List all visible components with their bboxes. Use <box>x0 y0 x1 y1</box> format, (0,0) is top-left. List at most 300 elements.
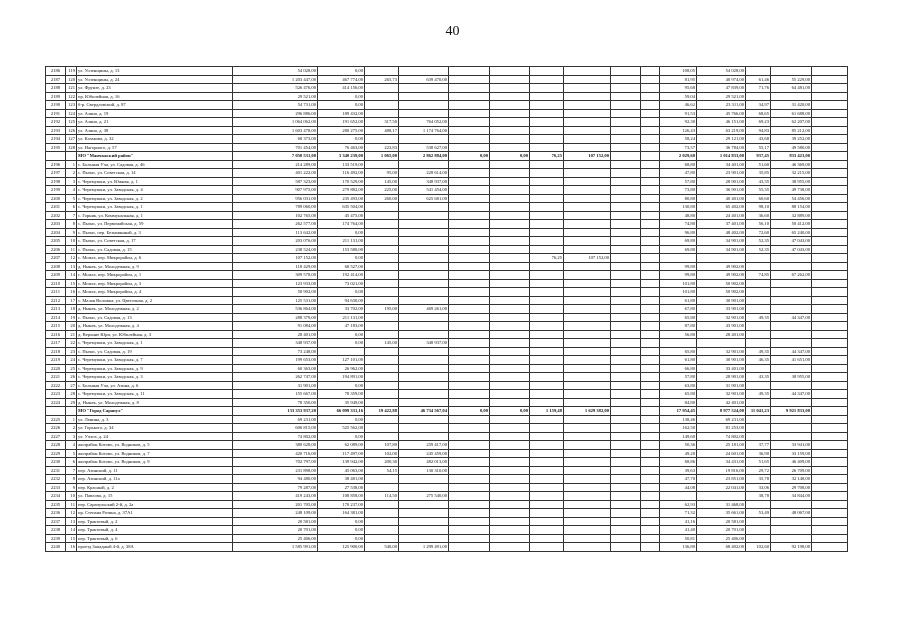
cell-c7 <box>564 118 611 127</box>
cell-c11: 49 902,00 <box>697 271 746 280</box>
cell-c7 <box>564 475 611 484</box>
cell-c13 <box>771 424 812 433</box>
cell-idx: 2209 <box>46 271 66 280</box>
cell-total: 20 701,00 <box>233 526 318 535</box>
cell-no: 1 <box>66 415 77 424</box>
cell-c3 <box>399 373 449 382</box>
table-row <box>46 177 848 186</box>
cell-no: 16 <box>66 288 77 297</box>
cell-no: 17 <box>66 296 77 305</box>
cell-c1: 35 949,00 <box>318 398 365 407</box>
cell-c11: 30 901,00 <box>697 356 746 365</box>
cell-c4 <box>449 67 490 76</box>
cell-c7 <box>564 92 611 101</box>
cell-c14 <box>812 67 848 76</box>
cell-c3 <box>399 313 449 322</box>
cell-c2 <box>365 160 399 169</box>
cell-address: с. Пычас, пер. Безымянный, д. 3 <box>77 228 233 237</box>
cell-c13: 46 369,00 <box>771 160 812 169</box>
cell-c11: 30 901,00 <box>697 296 746 305</box>
cell-c4 <box>449 211 490 220</box>
cell-no: 8 <box>66 220 77 229</box>
cell-c10: 61,80 <box>660 356 697 365</box>
cell-c8 <box>611 152 641 161</box>
table-row <box>46 381 848 390</box>
cell-c10: 65,80 <box>660 390 697 399</box>
table-row <box>46 194 848 203</box>
cell-total: 1 603 478,00 <box>233 126 318 135</box>
table-row <box>46 109 848 118</box>
cell-idx: 2186 <box>46 67 66 76</box>
cell-c7 <box>564 126 611 135</box>
cell-c10: 2 029,60 <box>660 152 697 161</box>
cell-c13: 32 215,00 <box>771 169 812 178</box>
cell-idx: 2213 <box>46 305 66 314</box>
cell-c8 <box>611 254 641 263</box>
cell-c9 <box>641 92 660 101</box>
cell-c6 <box>530 305 564 314</box>
cell-no: 13 <box>66 517 77 526</box>
cell-c4 <box>449 500 490 509</box>
cell-c13: 55 229,00 <box>771 75 812 84</box>
cell-c12: 60,60 <box>746 194 771 203</box>
cell-c3 <box>399 228 449 237</box>
cell-c13 <box>771 296 812 305</box>
cell-c1: 73 021,00 <box>318 279 365 288</box>
cell-c6 <box>530 432 564 441</box>
cell-c9 <box>641 381 660 390</box>
cell-c14 <box>812 237 848 246</box>
cell-c9 <box>641 466 660 475</box>
cell-c9 <box>641 288 660 297</box>
cell-c5 <box>490 211 530 220</box>
cell-c9 <box>641 449 660 458</box>
table-row <box>46 228 848 237</box>
cell-c14 <box>812 143 848 152</box>
cell-total: 69 231,00 <box>233 415 318 424</box>
cell-c2 <box>365 237 399 246</box>
cell-c5 <box>490 305 530 314</box>
cell-c3 <box>399 517 449 526</box>
cell-no: 19 <box>66 313 77 322</box>
cell-c12: 102,60 <box>746 543 771 552</box>
cell-no: 12 <box>66 509 77 518</box>
cell-c7 <box>564 228 611 237</box>
cell-c6 <box>530 424 564 433</box>
cell-c7 <box>564 135 611 144</box>
cell-c11: 34 401,00 <box>697 160 746 169</box>
cell-address: пер. Трактовый, д. 4 <box>77 526 233 535</box>
cell-c3 <box>399 356 449 365</box>
cell-c14 <box>812 424 848 433</box>
cell-total: 20 581,00 <box>233 517 318 526</box>
cell-c12: 46,35 <box>746 356 771 365</box>
cell-c1: 68 527,00 <box>318 262 365 271</box>
cell-address: пер. Трактовый, д. 2 <box>77 517 233 526</box>
cell-address: пер. Азинский, д. 11 <box>77 466 233 475</box>
cell-c8 <box>611 296 641 305</box>
cell-c4 <box>449 126 490 135</box>
cell-total: 78 350,00 <box>233 398 318 407</box>
cell-c5 <box>490 381 530 390</box>
cell-c10: 59,04 <box>660 92 697 101</box>
cell-c11: 19 816,00 <box>697 466 746 475</box>
cell-c1: 0,00 <box>318 254 365 263</box>
cell-c14 <box>812 169 848 178</box>
cell-c11: 49 902,00 <box>697 262 746 271</box>
cell-no <box>66 407 77 416</box>
cell-idx: 2194 <box>46 135 66 144</box>
table-row <box>46 237 848 246</box>
cell-c8 <box>611 347 641 356</box>
cell-c14 <box>812 126 848 135</box>
table-row <box>46 101 848 110</box>
cell-c11: 34 431,00 <box>697 458 746 467</box>
cell-c10: 95,68 <box>660 84 697 93</box>
table-row <box>46 483 848 492</box>
cell-address: д. Нынек, ул. Молодежная, д. 2 <box>77 305 233 314</box>
cell-c7 <box>564 313 611 322</box>
cell-idx: 2206 <box>46 245 66 254</box>
cell-c7 <box>564 211 611 220</box>
cell-idx: 2203 <box>46 220 66 229</box>
cell-c14 <box>812 517 848 526</box>
cell-c7 <box>564 543 611 552</box>
cell-c11: 54 028,00 <box>697 67 746 76</box>
cell-c2: 19 422,88 <box>365 407 399 416</box>
cell-c9 <box>641 509 660 518</box>
cell-total: 133 353 937,20 <box>233 407 318 416</box>
cell-c8 <box>611 500 641 509</box>
cell-c7 <box>564 322 611 331</box>
cell-c2 <box>365 67 399 76</box>
cell-c1: 26 962,00 <box>318 364 365 373</box>
cell-c5 <box>490 228 530 237</box>
cell-c9 <box>641 237 660 246</box>
cell-c1: 525 562,00 <box>318 424 365 433</box>
cell-c9 <box>641 67 660 76</box>
cell-c7 <box>564 279 611 288</box>
cell-c11: 45 766,00 <box>697 109 746 118</box>
cell-c4 <box>449 305 490 314</box>
table-row <box>46 211 848 220</box>
cell-c13: 62 207,00 <box>771 118 812 127</box>
cell-no: 24 <box>66 356 77 365</box>
cell-c8 <box>611 279 641 288</box>
cell-address: пр. Степана Разина, д. 37А1 <box>77 509 233 518</box>
cell-c14 <box>812 339 848 348</box>
cell-c1: 0,00 <box>318 288 365 297</box>
cell-c2 <box>365 381 399 390</box>
cell-c2 <box>365 356 399 365</box>
cell-c6 <box>530 330 564 339</box>
cell-c2 <box>365 262 399 271</box>
cell-c9 <box>641 458 660 467</box>
cell-idx <box>46 152 66 161</box>
cell-idx: 2204 <box>46 228 66 237</box>
cell-c10: 47,70 <box>660 475 697 484</box>
cell-address: с. Большая Уча, ул. Азина, д. 6 <box>77 381 233 390</box>
cell-total: 74 802,00 <box>233 432 318 441</box>
cell-c7 <box>564 432 611 441</box>
cell-c14 <box>812 381 848 390</box>
cell-c14 <box>812 75 848 84</box>
cell-c3: 228 614,00 <box>399 169 449 178</box>
cell-no: 21 <box>66 330 77 339</box>
cell-c12 <box>746 279 771 288</box>
cell-c12 <box>746 500 771 509</box>
cell-total: 214 289,00 <box>233 160 318 169</box>
cell-c10: 62,93 <box>660 500 697 509</box>
cell-c5 <box>490 526 530 535</box>
cell-c12 <box>746 381 771 390</box>
cell-c6: 76,25 <box>530 254 564 263</box>
cell-c13 <box>771 254 812 263</box>
table-row <box>46 441 848 450</box>
cell-total: 380 628,00 <box>233 441 318 450</box>
cell-c2 <box>365 415 399 424</box>
cell-idx: 2191 <box>46 109 66 118</box>
cell-idx: 2195 <box>46 143 66 152</box>
cell-c6 <box>530 228 564 237</box>
cell-c8 <box>611 228 641 237</box>
cell-c12: 68,65 <box>746 109 771 118</box>
cell-c12: 52,35 <box>746 237 771 246</box>
cell-c5 <box>490 92 530 101</box>
cell-c14 <box>812 373 848 382</box>
cell-c3 <box>399 475 449 484</box>
cell-c8 <box>611 356 641 365</box>
cell-c1: 280 275,00 <box>318 126 365 135</box>
cell-c11: 63 219,00 <box>697 126 746 135</box>
cell-c7 <box>564 245 611 254</box>
cell-c13 <box>771 398 812 407</box>
cell-c12 <box>746 526 771 535</box>
cell-idx: 2240 <box>46 543 66 552</box>
cell-idx: 2205 <box>46 237 66 246</box>
cell-address: с. Черемушки, ул. Южная, д. 1 <box>77 177 233 186</box>
cell-address: с. Большая Уча, ул. Садовая, д. 46 <box>77 160 233 169</box>
table-row <box>46 186 848 195</box>
cell-c5 <box>490 220 530 229</box>
cell-c4 <box>449 347 490 356</box>
cell-total: 701 454,00 <box>233 143 318 152</box>
cell-total: 60 363,00 <box>233 364 318 373</box>
cell-c8 <box>611 330 641 339</box>
cell-idx: 2222 <box>46 381 66 390</box>
cell-total: 118 429,00 <box>233 262 318 271</box>
cell-idx: 2193 <box>46 126 66 135</box>
table-row <box>46 458 848 467</box>
cell-c3 <box>399 245 449 254</box>
cell-c2 <box>365 84 399 93</box>
cell-c12 <box>746 262 771 271</box>
cell-c10 <box>660 339 697 348</box>
cell-c1: 0,00 <box>318 228 365 237</box>
cell-c13: 44 347,00 <box>771 347 812 356</box>
cell-c6 <box>530 237 564 246</box>
cell-c5 <box>490 509 530 518</box>
cell-c8 <box>611 475 641 484</box>
cell-idx: 2190 <box>46 101 66 110</box>
cell-c6 <box>530 509 564 518</box>
cell-address: с. Черемушки, ул. Заводская, д. 2 <box>77 194 233 203</box>
cell-no: 10 <box>66 237 77 246</box>
cell-c13: 44 347,00 <box>771 313 812 322</box>
cell-c6 <box>530 118 564 127</box>
cell-c3: 1 174 764,00 <box>399 126 449 135</box>
cell-c6 <box>530 109 564 118</box>
cell-c7 <box>564 500 611 509</box>
cell-c8 <box>611 407 641 416</box>
cell-c8 <box>611 262 641 271</box>
cell-c11: 22 041,00 <box>697 483 746 492</box>
cell-c2 <box>365 109 399 118</box>
cell-c1: 139 942,00 <box>318 458 365 467</box>
cell-total: 288 379,00 <box>233 313 318 322</box>
cell-c9 <box>641 228 660 237</box>
cell-c6 <box>530 313 564 322</box>
cell-address: жилрайон Котово, ул. Водников, д. 7 <box>77 449 233 458</box>
cell-c4 <box>449 356 490 365</box>
cell-c3 <box>399 381 449 390</box>
cell-c9 <box>641 84 660 93</box>
table-row <box>46 330 848 339</box>
cell-c3: 348 937,00 <box>399 177 449 186</box>
cell-c5 <box>490 143 530 152</box>
cell-c2 <box>365 296 399 305</box>
cell-total: 25 406,00 <box>233 534 318 543</box>
cell-c6 <box>530 84 564 93</box>
cell-total: 7 050 531,00 <box>233 152 318 161</box>
cell-c2 <box>365 373 399 382</box>
cell-idx: 2217 <box>46 339 66 348</box>
cell-c11: 31 901,00 <box>697 381 746 390</box>
cell-c6 <box>530 288 564 297</box>
cell-c10: 101,80 <box>660 279 697 288</box>
table-body <box>46 67 848 552</box>
cell-c11: 34 901,00 <box>697 245 746 254</box>
table-row <box>46 169 848 178</box>
cell-c9 <box>641 262 660 271</box>
cell-c3: 275 540,00 <box>399 492 449 501</box>
cell-c1: 0,00 <box>318 339 365 348</box>
cell-c11: 81 253,00 <box>697 424 746 433</box>
cell-c2: 223,83 <box>365 143 399 152</box>
cell-c11: 74 802,00 <box>697 432 746 441</box>
cell-c12: 33,06 <box>746 483 771 492</box>
cell-c9 <box>641 313 660 322</box>
cell-idx: 2236 <box>46 509 66 518</box>
cell-idx: 2215 <box>46 322 66 331</box>
cell-c7 <box>564 449 611 458</box>
cell-c7 <box>564 492 611 501</box>
cell-c6 <box>530 449 564 458</box>
cell-c11 <box>697 254 746 263</box>
cell-c7 <box>564 169 611 178</box>
cell-c4 <box>449 143 490 152</box>
cell-c10: 108,05 <box>660 67 697 76</box>
cell-address: с. Пычас, ул. Садовая, д. 19 <box>77 347 233 356</box>
cell-c13: 47 043,00 <box>771 237 812 246</box>
cell-c14 <box>812 356 848 365</box>
cell-c13: 9 921 833,00 <box>771 407 812 416</box>
cell-c9 <box>641 211 660 220</box>
table-row <box>46 526 848 535</box>
cell-c11: 32 901,00 <box>697 313 746 322</box>
cell-c3 <box>399 296 449 305</box>
cell-idx: 2234 <box>46 492 66 501</box>
cell-address: с. Пычас, ул. Садовая, д. 15 <box>77 245 233 254</box>
cell-c2: 1 065,00 <box>365 152 399 161</box>
cell-c13: 29 708,00 <box>771 483 812 492</box>
cell-c6 <box>530 203 564 212</box>
cell-total: 68 373,00 <box>233 135 318 144</box>
cell-c9 <box>641 441 660 450</box>
cell-c14 <box>812 466 848 475</box>
cell-c7 <box>564 160 611 169</box>
cell-c3 <box>399 203 449 212</box>
cell-c7 <box>564 526 611 535</box>
cell-c3: 1 299 491,00 <box>399 543 449 552</box>
cell-c12 <box>746 305 771 314</box>
cell-c12: 74,85 <box>746 271 771 280</box>
cell-c4 <box>449 109 490 118</box>
cell-c2: 317,50 <box>365 118 399 127</box>
cell-c13: 65 240,00 <box>771 228 812 237</box>
cell-c1: 0,00 <box>318 135 365 144</box>
cell-no: 20 <box>66 322 77 331</box>
cell-c2 <box>365 322 399 331</box>
cell-c10: 162,50 <box>660 424 697 433</box>
cell-c14 <box>812 449 848 458</box>
cell-c1: 0,00 <box>318 101 365 110</box>
cell-c10: 80,80 <box>660 194 697 203</box>
cell-c12: 52,35 <box>746 245 771 254</box>
cell-total: 419 243,00 <box>233 492 318 501</box>
table-row <box>46 534 848 543</box>
cell-c8 <box>611 177 641 186</box>
cell-c12 <box>746 254 771 263</box>
cell-c13: 44 347,00 <box>771 390 812 399</box>
cell-c13 <box>771 500 812 509</box>
table-row <box>46 347 848 356</box>
cell-c11: 29 521,00 <box>697 92 746 101</box>
cell-c5 <box>490 279 530 288</box>
cell-c5 <box>490 356 530 365</box>
cell-address: ул. Казакова, д. 32 <box>77 135 233 144</box>
cell-address: с. Черемушки, ул. Заводская, д. 1 <box>77 203 233 212</box>
cell-c14 <box>812 262 848 271</box>
cell-c14 <box>812 415 848 424</box>
cell-c12: 937,45 <box>746 152 771 161</box>
cell-c4 <box>449 449 490 458</box>
group-row <box>46 152 848 161</box>
table-row <box>46 118 848 127</box>
cell-c8 <box>611 483 641 492</box>
cell-c5 <box>490 169 530 178</box>
cell-c1: 174 764,00 <box>318 220 365 229</box>
cell-c8 <box>611 373 641 382</box>
cell-c11: 29 121,00 <box>697 135 746 144</box>
cell-c2 <box>365 517 399 526</box>
cell-c7 <box>564 262 611 271</box>
cell-total: 102 765,00 <box>233 211 318 220</box>
cell-c8 <box>611 458 641 467</box>
cell-no: 10 <box>66 492 77 501</box>
cell-c10: 74,80 <box>660 220 697 229</box>
cell-c12: 53,49 <box>746 509 771 518</box>
